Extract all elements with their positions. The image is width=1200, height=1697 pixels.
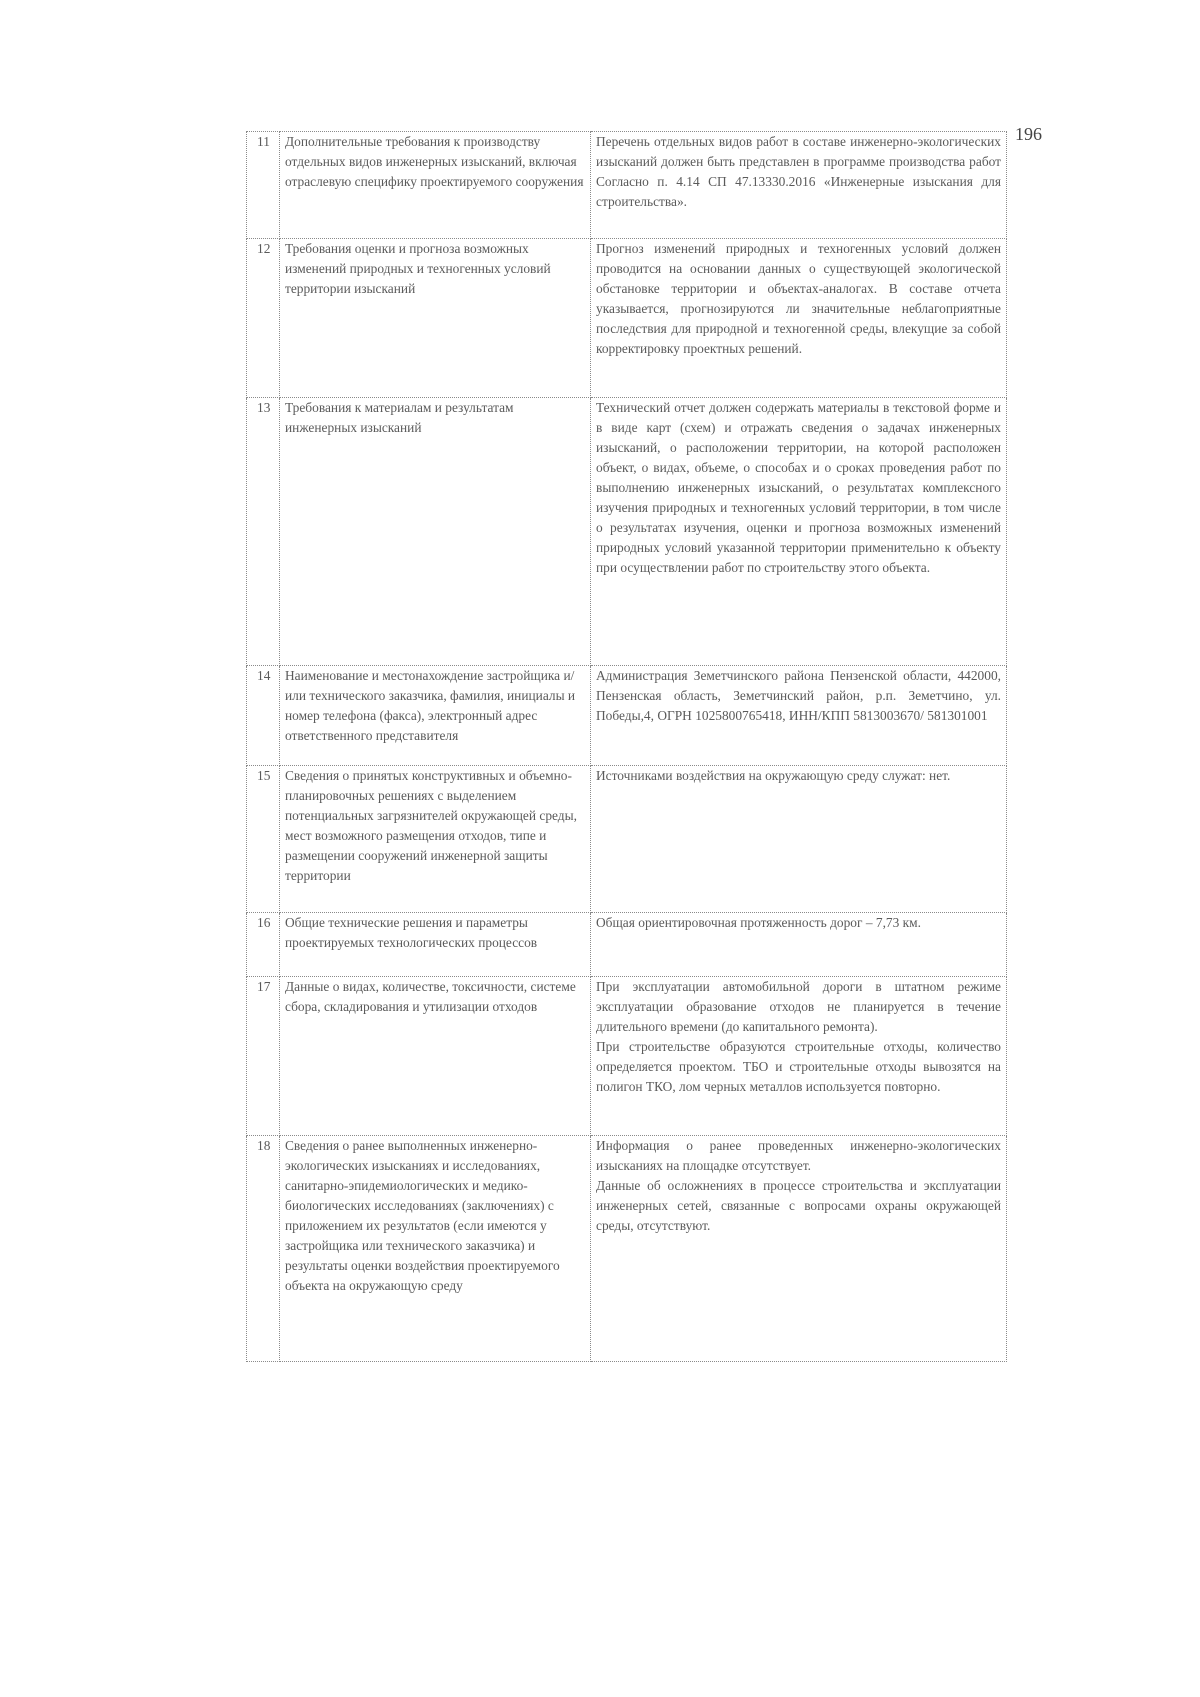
table-row bbox=[247, 977, 1007, 1136]
row-number: 16 bbox=[247, 913, 280, 977]
table-row bbox=[247, 666, 1007, 766]
table-row bbox=[247, 132, 1007, 239]
row-value: Администрация Земетчинского района Пензенской области, 442000, Пензенская область, Земетчинский район, р.п. Земетчино, ул. Победы,4, ОГРН 1025800765418, ИНН/КПП 5813003670/ 581301001 bbox=[591, 666, 1007, 766]
row-value: Перечень отдельных видов работ в составе инженерно-экологических изысканий должен быть представлен в программе производства работ Согласно п. 4.14 СП 47.13330.2016 «Инженерные изыскания для строительства». bbox=[591, 132, 1007, 239]
row-value: Общая ориентировочная протяженность дорог – 7,73 км. bbox=[591, 913, 1007, 977]
row-requirement: Требования к материалам и результатам инженерных изысканий bbox=[280, 398, 591, 666]
row-value: Информация о ранее проведенных инженерно-экологических изысканиях на площадке отсутствует. Данные об осложнениях в процессе строительства и эксплуатации инженерных сетей, связанные с вопросами охраны окружающей среды, отсутствуют. bbox=[591, 1136, 1007, 1362]
requirements-table bbox=[246, 131, 1007, 1362]
row-value: Прогноз изменений природных и техногенных условий должен проводится на основании данных о существующей экологической обстановке территории и объектах-аналогах. В составе отчета указывается, прогнозируются ли значительные неблагоприятные последствия для природной и техногенной среды, влекущие за собой корректировку проектных решений. bbox=[591, 239, 1007, 398]
table-row bbox=[247, 239, 1007, 398]
table-row bbox=[247, 398, 1007, 666]
row-value: Источниками воздействия на окружающую среду служат: нет. bbox=[591, 766, 1007, 913]
row-number: 17 bbox=[247, 977, 280, 1136]
row-value: При эксплуатации автомобильной дороги в штатном режиме эксплуатации образование отходов не планируется в течение длительного времени (до капитального ремонта). При строительстве образуются строительные отходы, количество определяется проектом. ТБО и строительные отходы вывозятся на полигон ТКО, лом черных металлов используется повторно. bbox=[591, 977, 1007, 1136]
row-requirement: Требования оценки и прогноза возможных изменений природных и техногенных условий территории изысканий bbox=[280, 239, 591, 398]
row-value: Технический отчет должен содержать материалы в текстовой форме и в виде карт (схем) и отражать сведения о задачах инженерных изысканий, о расположении территории, на которой расположен объект, о видах, объеме, о способах и о сроках проведения работ по выполнению инженерных изысканий, о результатах комплексного изучения природных и техногенных условий территории, в том числе о результатах изучения, оценки и прогноза возможных изменений природных условий указанной территории применительно к объекту при осуществлении работ по строительству этого объекта. bbox=[591, 398, 1007, 666]
table-row bbox=[247, 913, 1007, 977]
page-number: 196 bbox=[1015, 124, 1042, 144]
table-row bbox=[247, 1136, 1007, 1362]
row-requirement: Сведения о принятых конструктивных и объемно-планировочных решениях с выделением потенциальных загрязнителей окружающей среды, мест возможного размещения отходов, типе и размещении сооружений инженерной защиты территории bbox=[280, 766, 591, 913]
row-requirement: Общие технические решения и параметры проектируемых технологических процессов bbox=[280, 913, 591, 977]
row-number: 15 bbox=[247, 766, 280, 913]
row-number: 18 bbox=[247, 1136, 280, 1362]
row-number: 14 bbox=[247, 666, 280, 766]
row-requirement: Данные о видах, количестве, токсичности, системе сбора, складирования и утилизации отходов bbox=[280, 977, 591, 1136]
row-requirement: Дополнительные требования к производству отдельных видов инженерных изысканий, включая отраслевую специфику проектируемого сооружения bbox=[280, 132, 591, 239]
table-row bbox=[247, 766, 1007, 913]
row-requirement: Сведения о ранее выполненных инженерно-экологических изысканиях и исследованиях, санитарно-эпидемиологических и медико-биологических исследованиях (заключениях) с приложением их результатов (если имеются у застройщика или технического заказчика) и результаты оценки воздействия проектируемого объекта на окружающую среду bbox=[280, 1136, 591, 1362]
row-number: 13 bbox=[247, 398, 280, 666]
row-number: 12 bbox=[247, 239, 280, 398]
row-requirement: Наименование и местонахождение застройщика и/или технического заказчика, фамилия, инициалы и номер телефона (факса), электронный адрес ответственного представителя bbox=[280, 666, 591, 766]
row-number: 11 bbox=[247, 132, 280, 239]
